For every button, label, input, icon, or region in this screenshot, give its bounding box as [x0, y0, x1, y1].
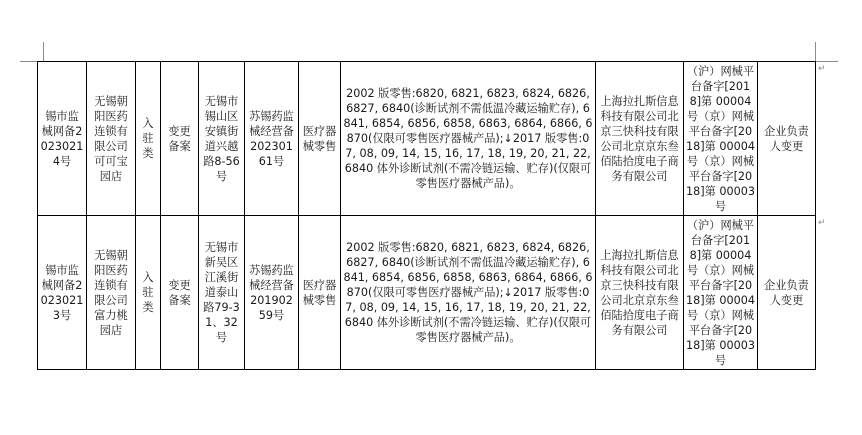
business-scope-cell[interactable]: 2002 版零售:6820, 6821, 6823, 6824, 6826, 6827, 6840(诊断试剂不需低温冷藏运输贮存), 6841, 6854, 6856, 6858, 6863, 6864, 6866, 6870(仅限可零售医疗器械产品);↓2017 版零售:07, 08, 09, 14, 15, 16, 17, 18, 19, 20, 21, 22, 6840 体外诊断试剂(不需冷链运输、贮存)(仅限可零售医疗器械产品)。	[341, 62, 596, 216]
platform-cell[interactable]: 上海拉扎斯信息科技有限公司北京三快科技有限公司北京京东叁佰陆拾度电子商务有限公司	[596, 62, 684, 216]
change-item-cell[interactable]: 企业负责人变更	[758, 62, 816, 216]
company-cell[interactable]: 无锡朝阳医药连锁有限公司可可宝园店	[87, 62, 136, 216]
margin-mark-left-vertical	[43, 42, 44, 61]
platform-cell[interactable]: 上海拉扎斯信息科技有限公司北京三快科技有限公司北京京东叁佰陆拾度电子商务有限公司	[596, 216, 684, 370]
address-cell[interactable]: 无锡市锡山区安镇街道兴越路8-56号	[199, 62, 245, 216]
license-no-cell[interactable]: 锡市监械网备20230213号	[38, 216, 87, 370]
change-type-cell[interactable]: 变更备案	[161, 62, 199, 216]
category-cell[interactable]: 医疗器械零售	[299, 62, 341, 216]
record-no-cell[interactable]: 苏锡药监械经营备20230161号	[245, 62, 299, 216]
record-no-cell[interactable]: 苏锡药监械经营备20190259号	[245, 216, 299, 370]
type-cell[interactable]: 入驻类	[136, 62, 161, 216]
address-cell[interactable]: 无锡市新吴区江溪街道泰山路79-31、32号	[199, 216, 245, 370]
row-end-mark: ↵	[818, 64, 826, 74]
row-end-mark: ↵	[818, 218, 826, 228]
change-item-cell[interactable]: 企业负责人变更	[758, 216, 816, 370]
type-cell[interactable]: 入驻类	[136, 216, 161, 370]
platform-no-cell[interactable]: （沪）网械平台备字[2018]第 00004 号（京）网械平台备字[2018]第 00004 号（京）网械平台备字[2018]第 00003 号	[684, 62, 758, 216]
table-row	[38, 216, 816, 370]
company-cell[interactable]: 无锡朝阳医药连锁有限公司富力桃园店	[87, 216, 136, 370]
category-cell[interactable]: 医疗器械零售	[299, 216, 341, 370]
business-scope-cell[interactable]: 2002 版零售:6820, 6821, 6823, 6824, 6826, 6827, 6840(诊断试剂不需低温冷藏运输贮存), 6841, 6854, 6856, 6858, 6863, 6864, 6866, 6870(仅限可零售医疗器械产品);↓2017 版零售:07, 08, 09, 14, 15, 16, 17, 18, 19, 20, 21, 22, 6840 体外诊断试剂(不需冷链运输、贮存)(仅限可零售医疗器械产品)。	[341, 216, 596, 370]
platform-no-cell[interactable]: （沪）网械平台备字[2018]第 00004 号（京）网械平台备字[2018]第 00004 号（京）网械平台备字[2018]第 00003 号	[684, 216, 758, 370]
license-no-cell[interactable]: 锡市监械网备20230214号	[38, 62, 87, 216]
change-type-cell[interactable]: 变更备案	[161, 216, 199, 370]
record-table	[37, 61, 816, 370]
margin-mark-right-vertical	[815, 42, 816, 61]
margin-mark-right-horizontal	[815, 61, 838, 62]
table-row	[38, 62, 816, 216]
